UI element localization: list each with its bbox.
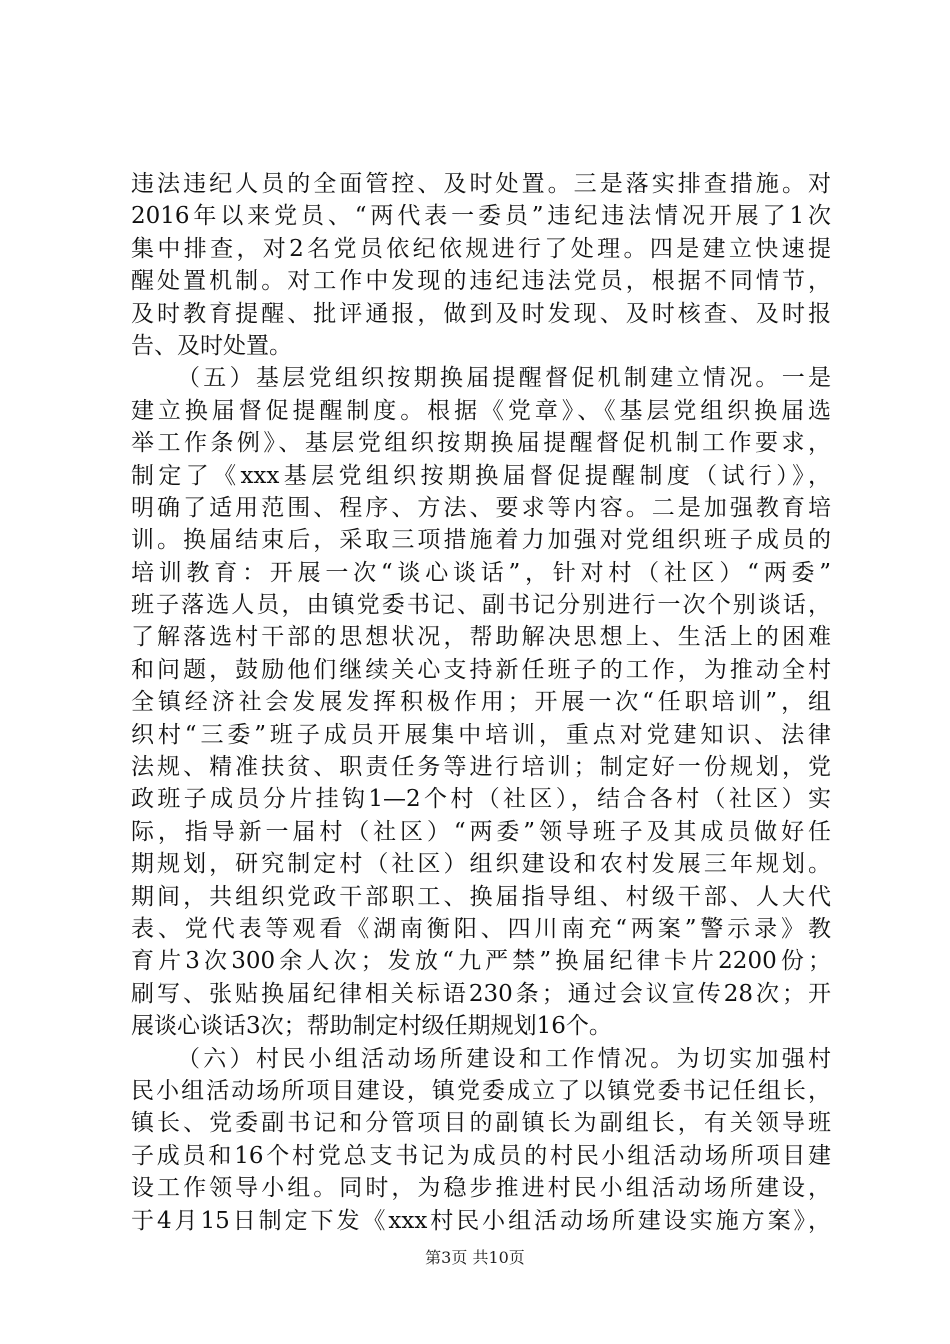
text-line: 训。换届结束后，采取三项措施着力加强对党组织班子成员的 xyxy=(131,527,831,554)
text-line: 刷写、张贴换届纪律相关标语230条；通过会议宣传28次；开 xyxy=(131,980,831,1007)
text-line: 及时教育提醒、批评通报，做到及时发现、及时核查、及时报 xyxy=(131,300,831,327)
page-footer xyxy=(0,1245,950,1268)
text-line: 表、党代表等观看《湖南衡阳、四川南充“两案”警示录》教 xyxy=(131,915,831,942)
text-line: 制定了《xxx基层党组织按期换届督促提醒制度（试行）》， xyxy=(131,462,831,489)
section-heading-line: （六）村民小组活动场所建设和工作情况。为切实加强村 xyxy=(177,1045,831,1072)
text-line: 际，指导新一届村（社区）“两委”领导班子及其成员做好任 xyxy=(131,818,831,845)
text-line: 举工作条例》、基层党组织按期换届提醒督促机制工作要求， xyxy=(131,430,831,457)
text-line: 全镇经济社会发展发挥积极作用；开展一次“任职培训”，组 xyxy=(131,689,831,716)
text-line: 违法违纪人员的全面管控、及时处置。三是落实排查措施。对 xyxy=(131,171,831,197)
page-number-label: 第3页 共10页 xyxy=(425,1248,525,1267)
text-line: 子成员和16个村党总支书记为成员的村民小组活动场所项目建 xyxy=(131,1142,831,1169)
text-line: 期规划，研究制定村（社区）组织建设和农村发展三年规划。 xyxy=(131,851,831,878)
text-line: 镇长、党委副书记和分管项目的副镇长为副组长，有关领导班 xyxy=(131,1110,831,1137)
text-line: 民小组活动场所项目建设，镇党委成立了以镇党委书记任组长， xyxy=(131,1077,831,1104)
text-line: 于4月15日制定下发《xxx村民小组活动场所建设实施方案》， xyxy=(131,1207,831,1234)
text-line: 2016年以来党员、“两代表一委员”违纪违法情况开展了1次 xyxy=(131,203,831,230)
text-line: 展谈心谈话3次；帮助制定村级任期规划16个。 xyxy=(131,1013,612,1040)
section-heading-line: （五）基层党组织按期换届提醒督促机制建立情况。一是 xyxy=(177,365,831,392)
text-line: 和问题，鼓励他们继续关心支持新任班子的工作，为推动全村 xyxy=(131,656,831,683)
text-line: 育片3次300余人次；发放“九严禁”换届纪律卡片2200份； xyxy=(131,948,831,975)
text-line: 告、及时处置。 xyxy=(131,332,292,359)
text-line: 培训教育：开展一次“谈心谈话”，针对村（社区）“两委” xyxy=(131,559,831,586)
text-line: 班子落选人员，由镇党委书记、副书记分别进行一次个别谈话， xyxy=(131,592,831,619)
text-line: 设工作领导小组。同时，为稳步推进村民小组活动场所建设， xyxy=(131,1175,831,1202)
text-line: 醒处置机制。对工作中发现的违纪违法党员，根据不同情节， xyxy=(131,268,831,295)
text-line: 期间，共组织党政干部职工、换届指导组、村级干部、人大代 xyxy=(131,883,831,910)
text-line: 了解落选村干部的思想状况，帮助解决思想上、生活上的困难 xyxy=(131,624,831,651)
text-line: 政班子成员分片挂钩1—2个村（社区），结合各村（社区）实 xyxy=(131,786,831,813)
text-line: 法规、精准扶贫、职责任务等进行培训；制定好一份规划，党 xyxy=(131,754,831,781)
text-line: 明确了适用范围、程序、方法、要求等内容。二是加强教育培 xyxy=(131,494,831,521)
text-line: 集中排查，对2名党员依纪依规进行了处理。四是建立快速提 xyxy=(131,235,831,262)
text-line: 织村“三委”班子成员开展集中培训，重点对党建知识、法律 xyxy=(131,721,831,748)
body-text xyxy=(131,168,831,1237)
text-line: 建立换届督促提醒制度。根据《党章》、《基层党组织换届选 xyxy=(131,397,831,424)
